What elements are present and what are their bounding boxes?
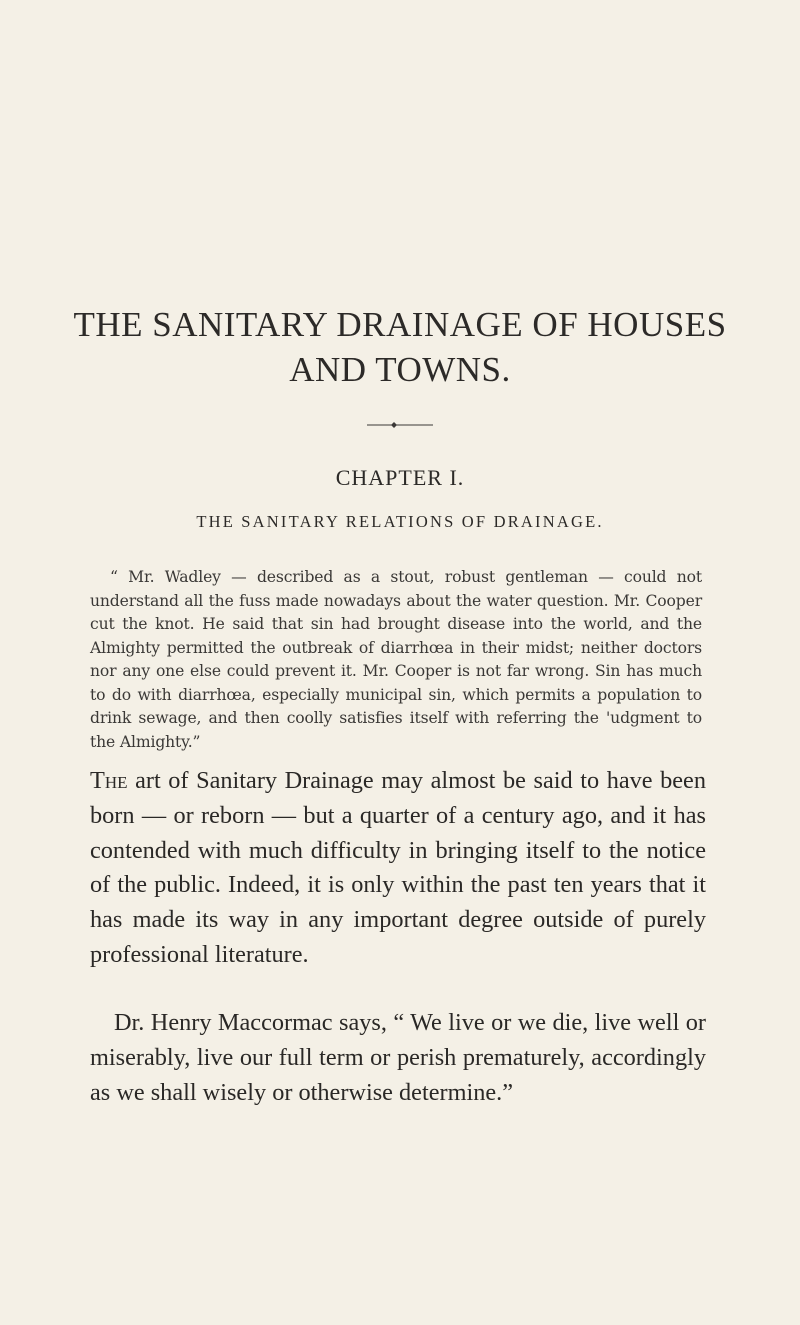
body-paragraph-1 [90, 764, 706, 973]
chapter-heading: CHAPTER I. [335, 465, 465, 490]
epigraph-quote: “ Mr. Wadley — described as a stout, robust gentleman — could not understand all the fuss made nowadays about the water question. Mr. Cooper cut the knot. He said that sin had brought disease into the world, and the Almighty permitted the outbreak of diarrhœa in their midst; neither doctors nor any one else could prevent it. Mr. Cooper is not far wrong. Sin has much to do with diarrhœa, especially municipal sin, which permits a population to drink sewage, and then coolly satisfies itself with referring the 'udgment to the Almighty.” [90, 568, 702, 751]
book-title-line-2: AND TOWNS. [289, 350, 511, 389]
body-paragraph-2: Dr. Henry Maccormac says, “ We live or we die, live well or miserably, live our full term or perish prematurely, accordingly as we shall wisely or otherwise determine.” [90, 1009, 706, 1106]
paragraph-1-text: art of Sanitary Drainage may almost be said to have been born — or reborn — but a quarter of a century ago, and it has contended with much difficulty in bringing itself to the notice of the public. Indeed, it is only within the past ten years that it has made its way in any important degree outside of purely professional literature. [90, 767, 706, 968]
paragraph-lead-word: The [90, 767, 128, 794]
diamond-rule-icon [367, 420, 433, 430]
book-title-line-1: THE SANITARY DRAINAGE OF HOUSES [73, 305, 727, 344]
chapter-subtitle: THE SANITARY RELATIONS OF DRAINAGE. [196, 512, 604, 531]
